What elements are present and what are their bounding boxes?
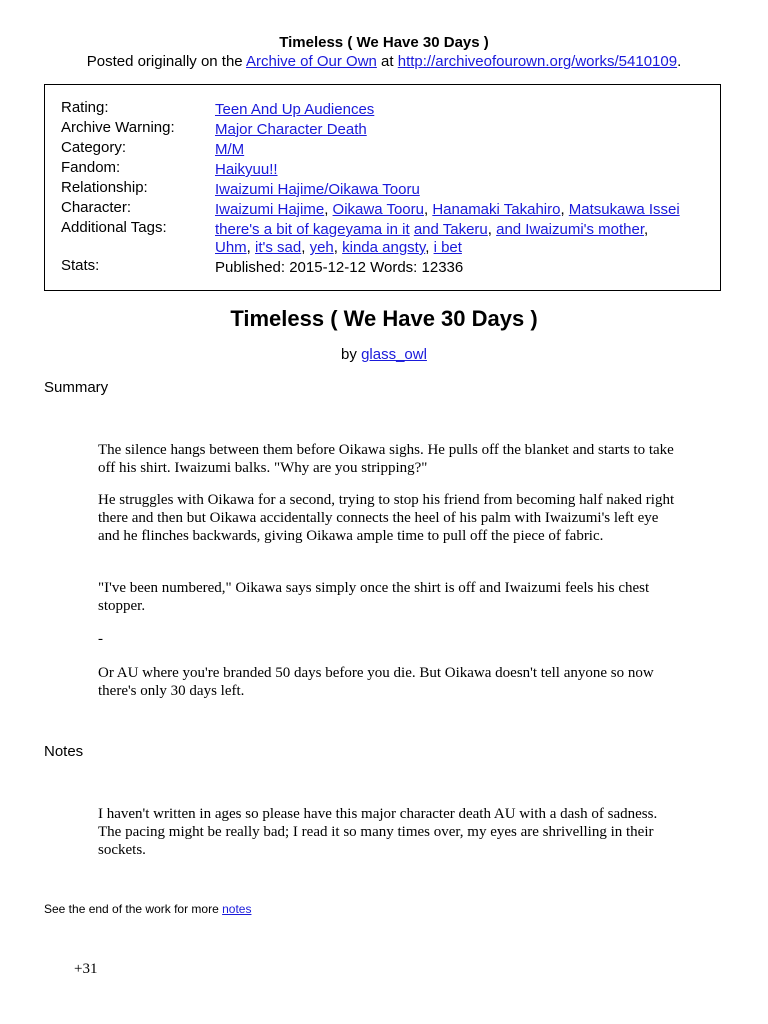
tags-label: Additional Tags: <box>61 219 167 236</box>
category-link[interactable]: M/M <box>215 141 245 158</box>
tag-link[interactable]: and Takeru <box>413 221 488 238</box>
notes-link[interactable]: notes <box>222 902 252 916</box>
character-link[interactable]: Hanamaki Takahiro <box>432 201 561 218</box>
period: . <box>677 53 682 70</box>
category-label: Category: <box>61 139 127 156</box>
character-link[interactable]: Iwaizumi Hajime <box>215 201 325 218</box>
posted-prefix: Posted originally on the <box>86 53 246 70</box>
end-note <box>44 902 251 916</box>
work-url-link[interactable]: http://archiveofourown.org/works/5410109 <box>397 53 678 70</box>
relationship-link[interactable]: Iwaizumi Hajime/Oikawa Tooru <box>215 181 420 198</box>
tag-link[interactable]: it's sad <box>255 239 302 256</box>
metadata-box: Rating: Teen And Up Audiences Archive Warning: Major Character Death Category: M/M Fandom: Haikyuu!! Relationship: Iwaizumi Hajime/Oikawa Tooru Character: Iwaizumi Hajime, Oikawa Tooru, Hanamaki Takahiro, Matsukawa Issei Additional Tags: there's a bit of kageyama in it and Takeru, and Iwaizumi's mother, Uhm, it's sad, yeh, kinda angsty, i bet Stats: Published: 2015-12-12 Words: 12336 <box>44 84 721 291</box>
character-label: Character: <box>61 199 132 216</box>
summary-paragraph: The silence hangs between them before Oikawa sighs. He pulls off the blanket and starts to take off his shirt. Iwaizumi balks. "Why are you stripping?" <box>98 442 674 476</box>
posted-line <box>0 53 768 71</box>
summary-heading: Summary <box>44 379 109 396</box>
document-header <box>0 34 768 71</box>
summary-paragraph: Or AU where you're branded 50 days before you die. But Oikawa doesn't tell anyone so now there's only 30 days left. <box>98 665 654 699</box>
tag-link[interactable]: i bet <box>433 239 462 256</box>
archive-link[interactable]: Archive of Our Own <box>246 53 377 70</box>
work-title: Timeless ( We Have 30 Days ) <box>230 306 538 331</box>
character-link[interactable]: Matsukawa Issei <box>568 201 680 218</box>
header-title: Timeless ( We Have 30 Days ) <box>279 34 489 51</box>
tag-link[interactable]: and Iwaizumi's mother <box>496 221 645 238</box>
page-number: +31 <box>74 961 98 977</box>
rating-label: Rating: <box>61 99 109 116</box>
stats-value: Published: 2015-12-12 Words: 12336 <box>215 259 464 276</box>
warning-label: Archive Warning: <box>61 119 175 136</box>
notes-heading: Notes <box>44 743 84 760</box>
by-text: by <box>341 346 362 363</box>
summary-paragraph: He struggles with Oikawa for a second, trying to stop his friend from becoming half naked right there and then but Oikawa accidentally connects the heel of his palm with Iwaizumi's left eye and he flinches backwards, giving Oikawa ample time to pull off the piece of fabric. <box>98 492 675 544</box>
fandom-link[interactable]: Haikyuu!! <box>215 161 278 178</box>
tag-link[interactable]: Uhm <box>215 239 247 256</box>
end-note-text: See the end of the work for more <box>44 902 223 916</box>
fandom-label: Fandom: <box>61 159 121 176</box>
character-link[interactable]: Oikawa Tooru <box>332 201 424 218</box>
warning-link[interactable]: Major Character Death <box>215 121 367 138</box>
at-text: at <box>376 53 398 70</box>
summary-paragraph: "I've been numbered," Oikawa says simply once the shirt is off and Iwaizumi feels his chest stopper. <box>98 580 650 614</box>
tag-link[interactable]: there's a bit of kageyama in it <box>215 221 410 238</box>
stats-label: Stats: <box>61 257 100 274</box>
relationship-label: Relationship: <box>61 179 148 196</box>
author-link[interactable]: glass_owl <box>361 346 427 363</box>
summary-paragraph: - <box>98 631 103 647</box>
rating-link[interactable]: Teen And Up Audiences <box>215 101 375 118</box>
tag-link[interactable]: yeh <box>309 239 334 256</box>
byline <box>0 346 768 363</box>
tag-link[interactable]: kinda angsty <box>342 239 426 256</box>
notes-paragraph: I haven't written in ages so please have this major character death AU with a dash of sadness. The pacing might be really bad; I read it so many times over, my eyes are shrivelling in their sockets. <box>98 806 658 858</box>
